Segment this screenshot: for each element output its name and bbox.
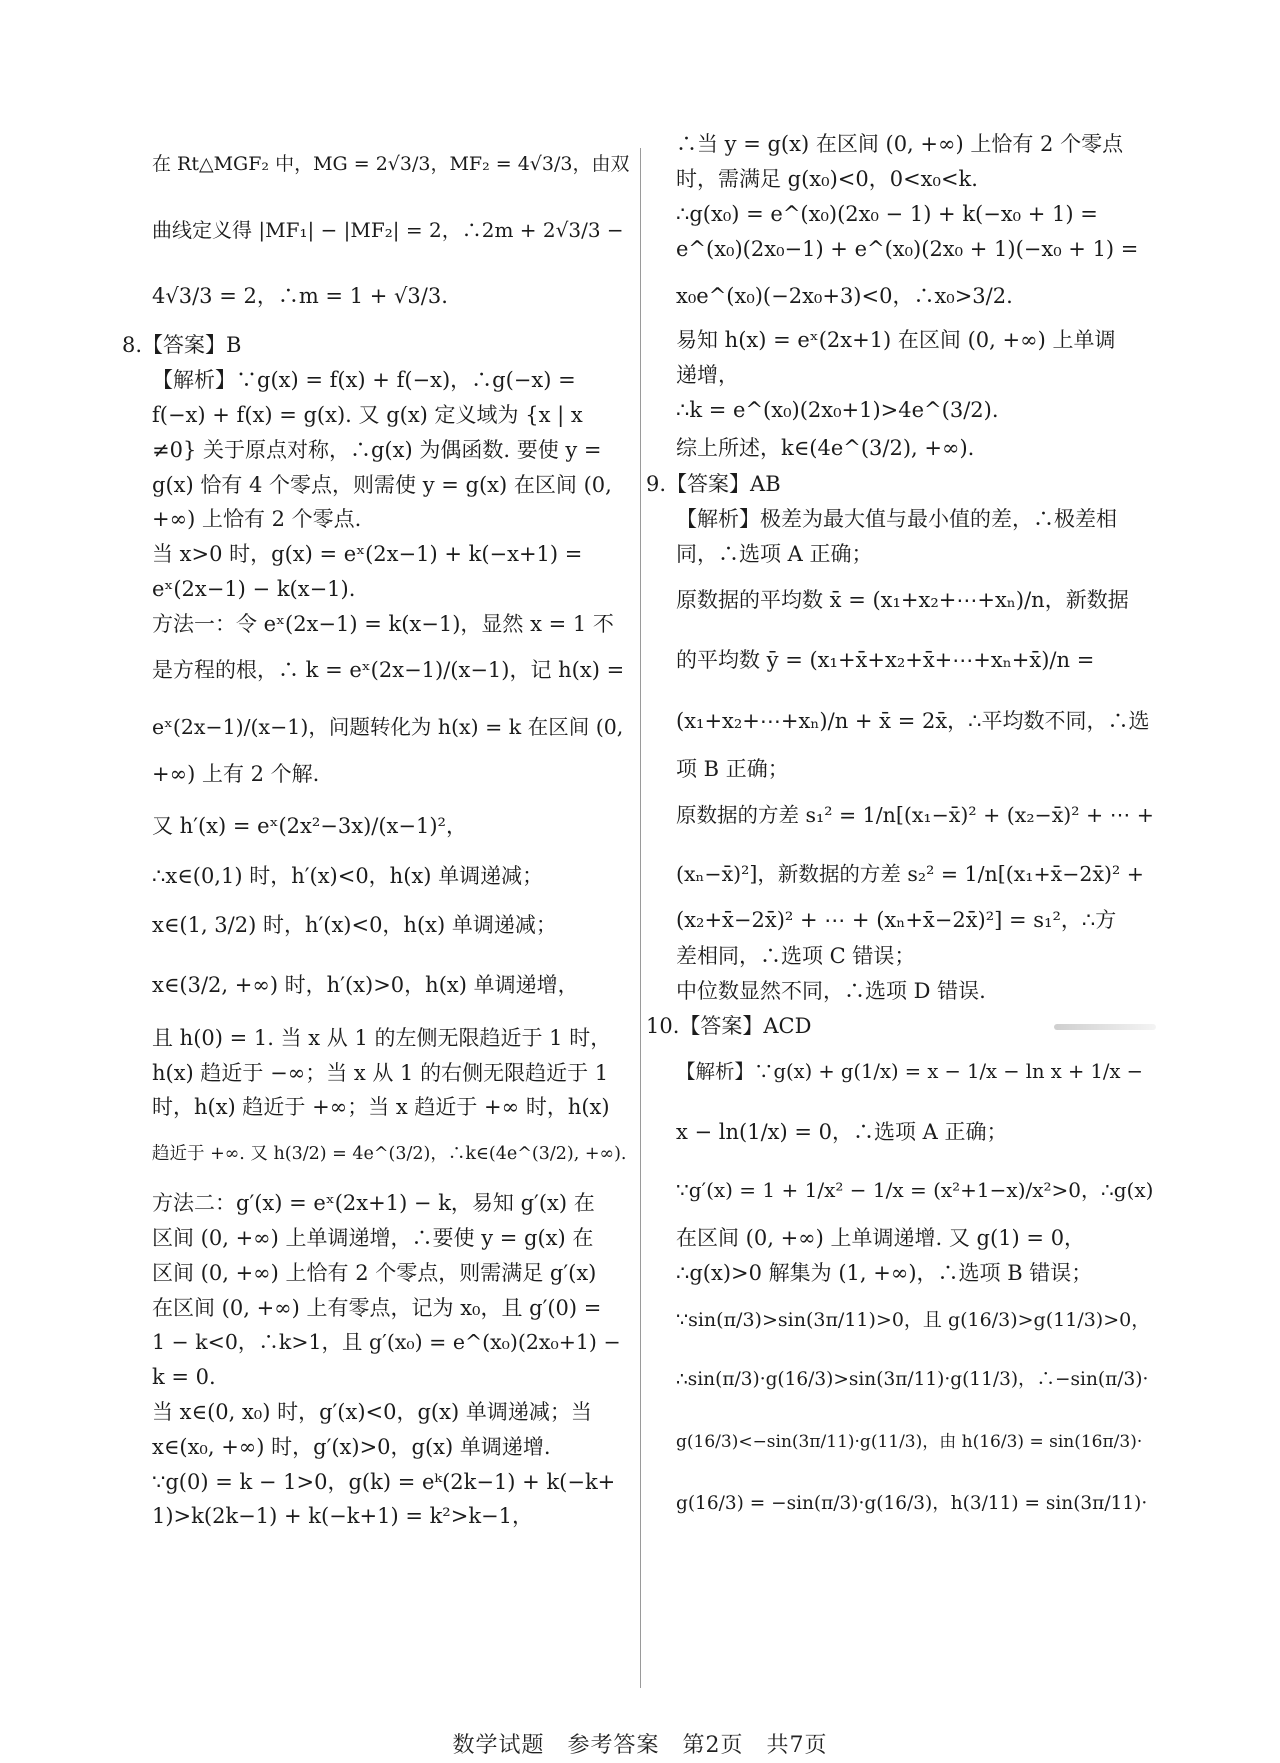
text-line: ∵g′(x) = 1 + 1/x² − 1/x = (x²+1−x)/x²>0，∴g(x) bbox=[676, 1178, 1154, 1202]
text-line: +∞) 上有 2 个解. bbox=[152, 762, 320, 786]
text-line: e^(x₀)(2x₀−1) + e^(x₀)(2x₀ + 1)(−x₀ + 1) = bbox=[676, 237, 1139, 261]
text-line: 中位数显然不同，∴选项 D 错误. bbox=[676, 979, 986, 1003]
text-line: ∵sin(π/3)>sin(3π/11)>0，且 g(16/3)>g(11/3)>0， bbox=[676, 1309, 1151, 1331]
text-line: 项 B 正确； bbox=[676, 757, 789, 781]
text-line: 1 − k<0，∴k>1，且 g′(x₀) = e^(x₀)(2x₀+1) − bbox=[152, 1330, 621, 1354]
text-line: 又 h′(x) = eˣ(2x²−3x)/(x−1)²， bbox=[152, 814, 467, 838]
column-divider bbox=[640, 148, 641, 1688]
text-line: f(−x) + f(x) = g(x). 又 g(x) 定义域为 {x | x bbox=[152, 403, 583, 427]
text-line: ∵g(0) = k − 1>0，g(k) = eᵏ(2k−1) + k(−k+ bbox=[152, 1470, 616, 1494]
text-line: 【解析】∵g(x) = f(x) + f(−x)，∴g(−x) = bbox=[152, 368, 576, 392]
text-line: x₀e^(x₀)(−2x₀+3)<0，∴x₀>3/2. bbox=[676, 284, 1013, 308]
text-line: h(x) 趋近于 −∞；当 x 从 1 的右侧无限趋近于 1 bbox=[152, 1061, 609, 1085]
text-line: (x₂+x̄−2x̄)² + ⋯ + (xₙ+x̄−2x̄)²] = s₁²，∴方 bbox=[676, 908, 1117, 932]
text-line: 综上所述，k∈(4e^(3/2), +∞). bbox=[676, 436, 975, 460]
page-footer: 数学试题 参考答案 第2页 共7页 bbox=[452, 1733, 828, 1758]
text-line: ∴当 y = g(x) 在区间 (0, +∞) 上恰有 2 个零点 bbox=[676, 132, 1124, 156]
question-8-answer: 8.【答案】B bbox=[122, 333, 242, 357]
text-line: 方法一：令 eˣ(2x−1) = k(x−1)，显然 x = 1 不 bbox=[152, 612, 614, 636]
text-line: 【解析】极差为最大值与最小值的差，∴极差相 bbox=[676, 507, 1117, 531]
text-line: 在区间 (0, +∞) 上单调递增. 又 g(1) = 0， bbox=[676, 1226, 1086, 1250]
text-line: 时，需满足 g(x₀)<0，0<x₀<k. bbox=[676, 167, 978, 191]
text-line: 差相同，∴选项 C 错误； bbox=[676, 944, 916, 968]
text-line: ≠0} 关于原点对称，∴g(x) 为偶函数. 要使 y = bbox=[152, 438, 602, 462]
text-line: +∞) 上恰有 2 个零点. bbox=[152, 507, 362, 531]
text-line: 是方程的根，∴ k = eˣ(2x−1)/(x−1)，记 h(x) = bbox=[152, 658, 625, 682]
text-line: ∴x∈(0,1) 时，h′(x)<0，h(x) 单调递减； bbox=[152, 864, 544, 888]
text-line: 原数据的方差 s₁² = 1/n[(x₁−x̄)² + (x₂−x̄)² + ⋯ + bbox=[676, 803, 1154, 827]
scan-smudge bbox=[1054, 1024, 1156, 1030]
text-line: ∴k = e^(x₀)(2x₀+1)>4e^(3/2). bbox=[676, 398, 999, 422]
text-line: (x₁+x₂+⋯+xₙ)/n + x̄ = 2x̄，∴平均数不同，∴选 bbox=[676, 709, 1150, 733]
text-line: 方法二：g′(x) = eˣ(2x+1) − k，易知 g′(x) 在 bbox=[152, 1191, 595, 1215]
text-line: 当 x∈(0, x₀) 时，g′(x)<0，g(x) 单调递减；当 bbox=[152, 1400, 592, 1424]
text-line: x∈(1, 3/2) 时，h′(x)<0，h(x) 单调递减； bbox=[152, 913, 557, 937]
text-line: ∴g(x₀) = e^(x₀)(2x₀ − 1) + k(−x₀ + 1) = bbox=[676, 202, 1098, 226]
text-line: 区间 (0, +∞) 上单调递增，∴要使 y = g(x) 在 bbox=[152, 1226, 594, 1250]
question-10-answer: 10.【答案】ACD bbox=[646, 1014, 812, 1038]
text-line: ∴g(x)>0 解集为 (1, +∞)，∴选项 B 错误； bbox=[676, 1261, 1093, 1285]
text-line: g(16/3)<−sin(3π/11)·g(11/3)，由 h(16/3) = sin(16π/3)· bbox=[676, 1432, 1143, 1452]
text-line: x − ln(1/x) = 0，∴选项 A 正确； bbox=[676, 1120, 1008, 1144]
text-line: g(x) 恰有 4 个零点，则需使 y = g(x) 在区间 (0, bbox=[152, 473, 612, 497]
text-line: x∈(3/2, +∞) 时，h′(x)>0，h(x) 单调递增， bbox=[152, 973, 579, 997]
text-line: ∴sin(π/3)·g(16/3)>sin(3π/11)·g(11/3)，∴−sin(π/3)· bbox=[676, 1369, 1149, 1390]
text-line: 同，∴选项 A 正确； bbox=[676, 542, 873, 566]
question-9-answer: 9.【答案】AB bbox=[646, 472, 781, 496]
text-line: 时，h(x) 趋近于 +∞；当 x 趋近于 +∞ 时，h(x) bbox=[152, 1095, 610, 1119]
text-line: k = 0. bbox=[152, 1365, 216, 1389]
text-line: 区间 (0, +∞) 上恰有 2 个零点，则需满足 g′(x) bbox=[152, 1261, 597, 1285]
text-line: 的平均数 ȳ = (x₁+x̄+x₂+x̄+⋯+xₙ+x̄)/n = bbox=[676, 648, 1095, 672]
text-line: x∈(x₀, +∞) 时，g′(x)>0，g(x) 单调递增. bbox=[152, 1435, 551, 1459]
text-line: 趋近于 +∞. 又 h(3/2) = 4e^(3/2)，∴k∈(4e^(3/2), +∞). bbox=[152, 1144, 627, 1164]
text-line: 且 h(0) = 1. 当 x 从 1 的左侧无限趋近于 1 时， bbox=[152, 1026, 612, 1050]
text-line: 曲线定义得 |MF₁| − |MF₂| = 2，∴2m + 2√3/3 − bbox=[152, 218, 624, 242]
text-line: 当 x>0 时，g(x) = eˣ(2x−1) + k(−x+1) = bbox=[152, 542, 583, 566]
text-line: 易知 h(x) = eˣ(2x+1) 在区间 (0, +∞) 上单调 bbox=[676, 328, 1116, 352]
text-line: 递增， bbox=[676, 363, 739, 387]
text-line: g(16/3) = −sin(π/3)·g(16/3)，h(3/11) = sin(3π/11)· bbox=[676, 1493, 1148, 1514]
text-line: (xₙ−x̄)²]，新数据的方差 s₂² = 1/n[(x₁+x̄−2x̄)² + bbox=[676, 862, 1144, 886]
text-line: 【解析】∵g(x) + g(1/x) = x − 1/x − ln x + 1/x − bbox=[676, 1060, 1144, 1083]
text-line: 4√3/3 = 2，∴m = 1 + √3/3. bbox=[152, 284, 448, 308]
text-line: eˣ(2x−1)/(x−1)，问题转化为 h(x) = k 在区间 (0, bbox=[152, 715, 624, 739]
text-line: 1)>k(2k−1) + k(−k+1) = k²>k−1， bbox=[152, 1504, 534, 1528]
text-line: 在 Rt△MGF₂ 中，MG = 2√3/3，MF₂ = 4√3/3，由双 bbox=[152, 153, 630, 175]
text-line: 原数据的平均数 x̄ = (x₁+x₂+⋯+xₙ)/n，新数据 bbox=[676, 588, 1129, 612]
text-line: eˣ(2x−1) − k(x−1). bbox=[152, 577, 356, 601]
text-line: 在区间 (0, +∞) 上有零点，记为 x₀，且 g′(0) = bbox=[152, 1296, 602, 1320]
